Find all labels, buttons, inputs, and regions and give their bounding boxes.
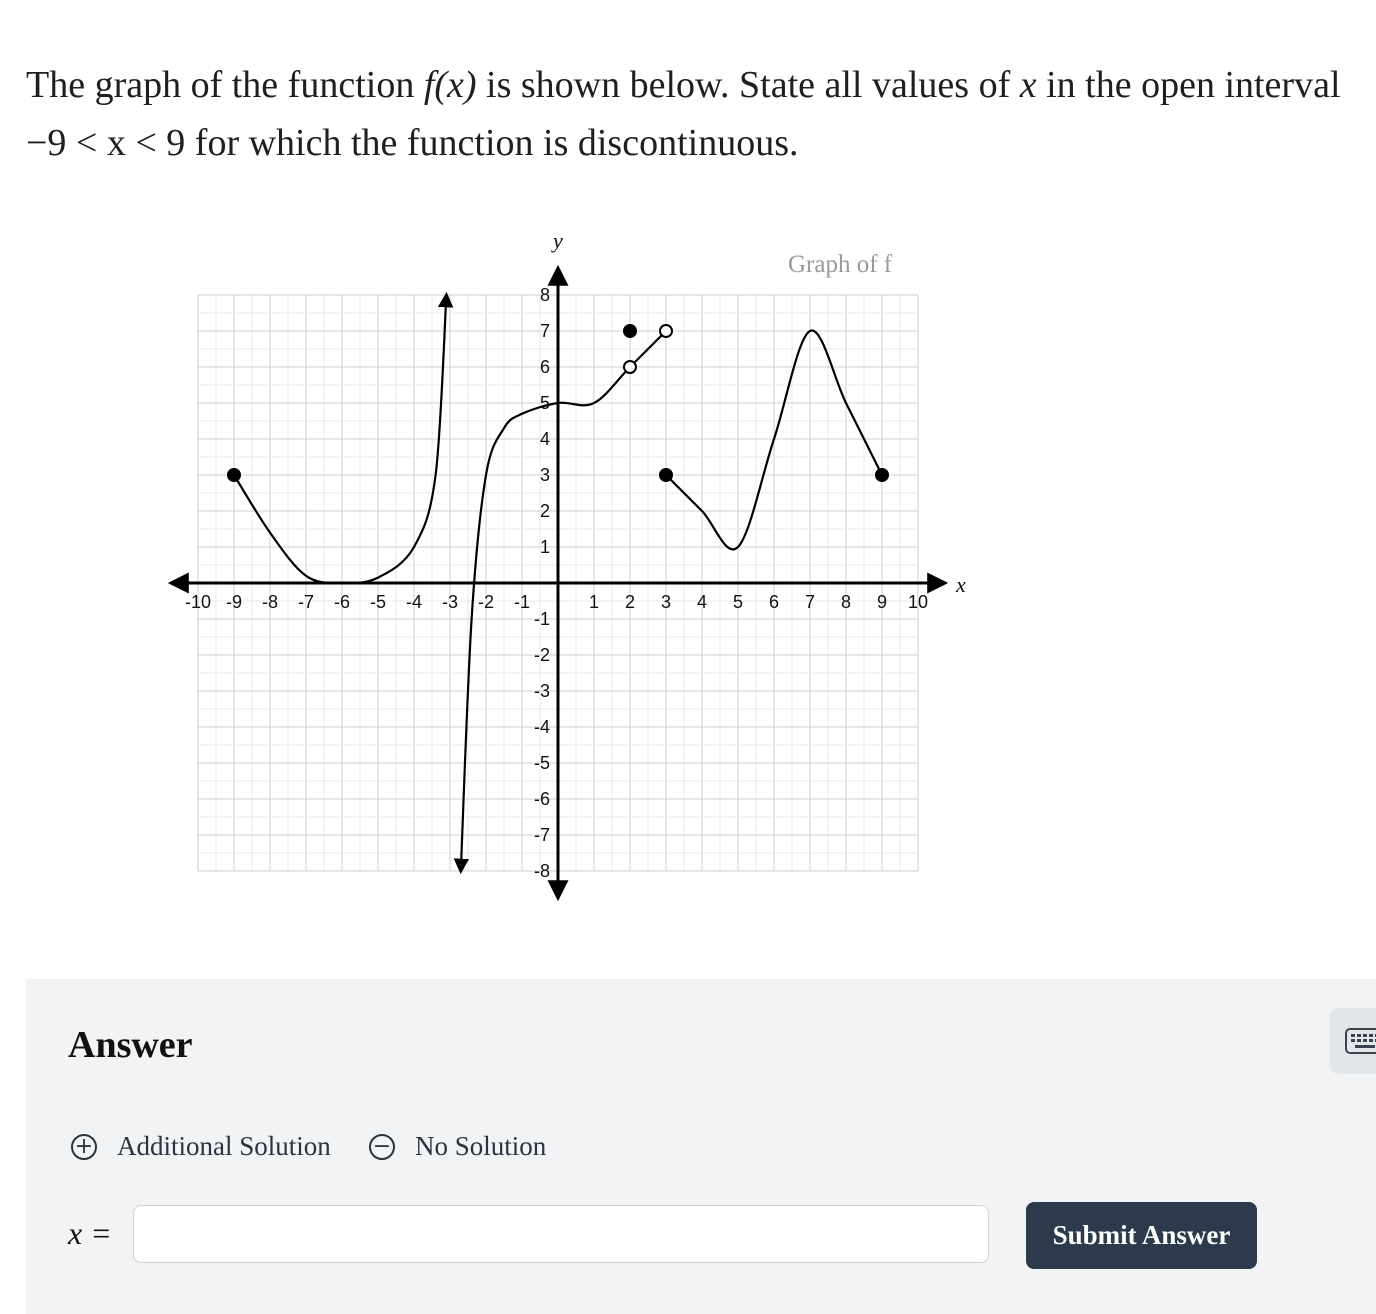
x-tick-label: -8	[261, 592, 279, 612]
y-tick-label: -8	[533, 861, 550, 881]
submit-answer-button[interactable]: Submit Answer	[1026, 1202, 1257, 1269]
minus-circle-icon: −	[369, 1134, 395, 1160]
additional-solution-label: Additional Solution	[117, 1131, 331, 1161]
open-point	[624, 361, 636, 373]
closed-point	[876, 469, 888, 481]
additional-solution-button[interactable]	[71, 1131, 331, 1162]
x-tick-label: -2	[477, 592, 495, 612]
answer-title: Answer	[68, 1024, 193, 1066]
question-math-x: x	[1019, 64, 1037, 106]
question-math-fx: f(x)	[423, 64, 477, 106]
x-tick-label: -9	[225, 592, 243, 612]
x-tick-label: -4	[405, 592, 423, 612]
closed-point	[228, 469, 240, 481]
y-tick-label: -3	[533, 681, 550, 701]
y-tick-label: -2	[533, 645, 550, 665]
x-tick-label: -10	[184, 592, 212, 612]
x-axis-label: x	[956, 572, 966, 597]
x-tick-label: 10	[907, 592, 929, 612]
keyboard-icon	[1345, 1028, 1376, 1054]
x-tick-label: 2	[624, 592, 636, 612]
y-tick-label: 7	[539, 321, 550, 341]
no-solution-button[interactable]	[369, 1131, 546, 1162]
question-math-interval: −9 < x < 9	[26, 122, 186, 164]
x-tick-label: 9	[876, 592, 888, 612]
question-part-1: The graph of the function	[26, 64, 424, 106]
y-tick-label: 5	[539, 393, 550, 413]
y-tick-label: 8	[539, 285, 550, 305]
keyboard-toggle-button[interactable]	[1329, 1008, 1376, 1074]
function-graph	[150, 224, 970, 924]
y-tick-label: -1	[533, 609, 550, 629]
x-tick-label: -1	[513, 592, 531, 612]
no-solution-label: No Solution	[415, 1131, 547, 1161]
y-tick-label: -7	[533, 825, 550, 845]
x-tick-label: 6	[768, 592, 780, 612]
x-tick-label: 1	[588, 592, 600, 612]
answer-panel	[26, 979, 1376, 1314]
x-tick-label: -5	[369, 592, 387, 612]
question-text	[26, 56, 1366, 172]
open-point	[660, 325, 672, 337]
y-tick-label: 2	[539, 501, 550, 521]
y-axis-label: y	[553, 228, 563, 253]
x-tick-label: 7	[804, 592, 816, 612]
closed-point	[660, 469, 672, 481]
closed-point	[624, 325, 636, 337]
x-tick-label: 5	[732, 592, 744, 612]
y-tick-label: 3	[539, 465, 550, 485]
y-tick-label: -5	[533, 753, 550, 773]
y-tick-label: -4	[533, 717, 550, 737]
answer-input[interactable]	[133, 1205, 989, 1263]
y-tick-label: -6	[533, 789, 550, 809]
question-part-2: is shown below. State all values of	[476, 64, 1020, 106]
question-part-3: in the open interval	[1036, 64, 1341, 106]
x-tick-label: 3	[660, 592, 672, 612]
y-tick-label: 6	[539, 357, 550, 377]
graph-title: Graph of f	[788, 251, 893, 278]
x-tick-label: 4	[696, 592, 708, 612]
x-tick-label: 8	[840, 592, 852, 612]
x-variable: x	[68, 1215, 83, 1251]
plus-circle-icon: +	[71, 1134, 97, 1160]
x-tick-label: -7	[297, 592, 315, 612]
equals-sign: =	[92, 1215, 111, 1251]
question-part-4: for which the function is discontinuous.	[185, 122, 799, 164]
y-tick-label: 1	[539, 537, 550, 557]
x-equals-label	[68, 1215, 110, 1252]
y-tick-label: 4	[539, 429, 550, 449]
x-tick-label: -6	[333, 592, 351, 612]
x-tick-label: -3	[441, 592, 459, 612]
